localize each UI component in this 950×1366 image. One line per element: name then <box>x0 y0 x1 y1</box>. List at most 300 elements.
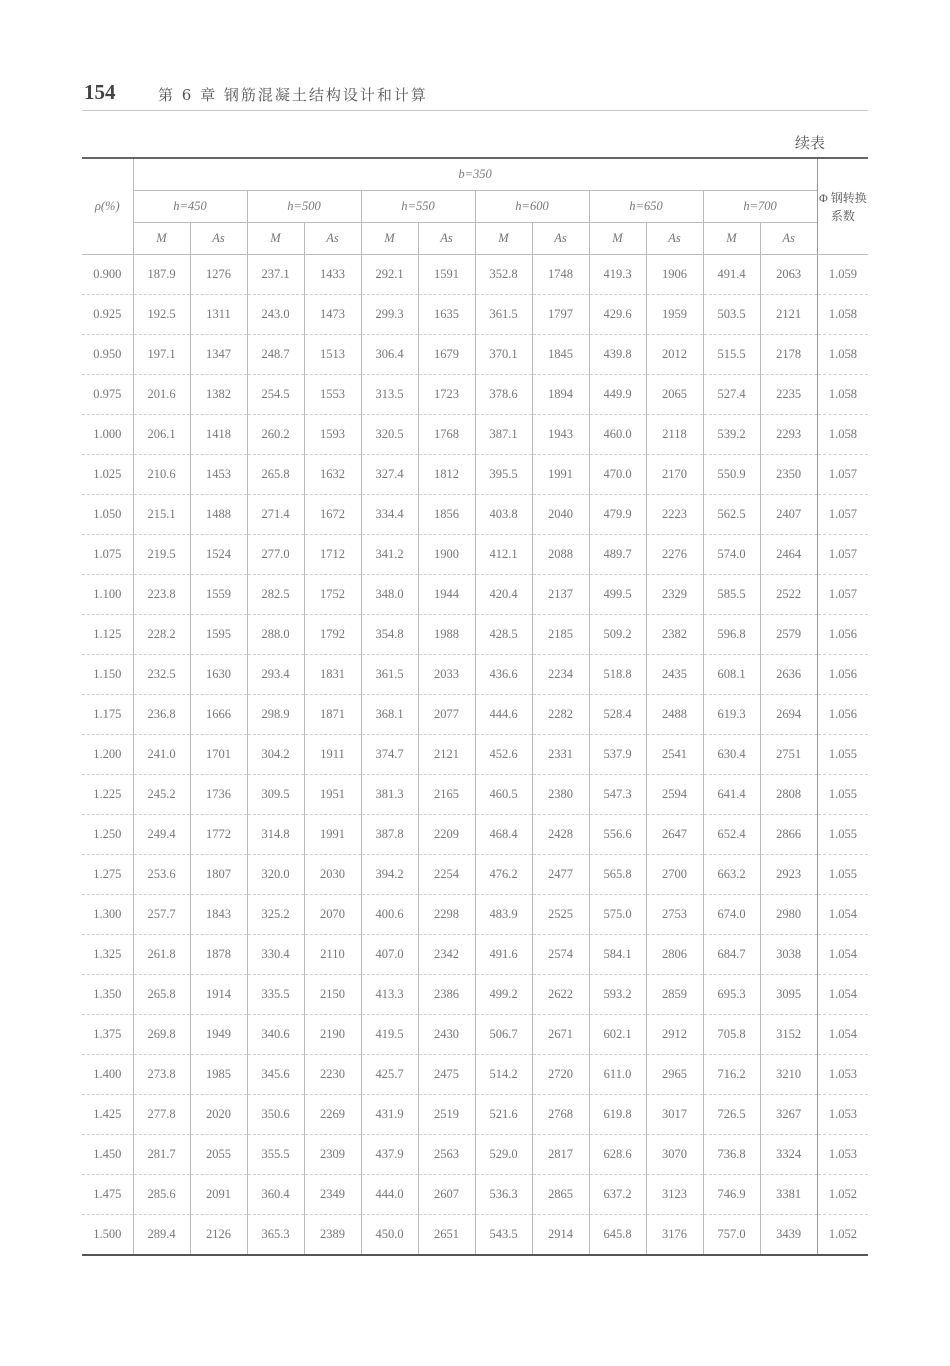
moment-cell: 299.3 <box>361 295 418 335</box>
rho-cell: 1.100 <box>82 575 133 615</box>
conversion-cell: 1.054 <box>817 1015 868 1055</box>
table-row <box>82 495 868 535</box>
steel-area-cell: 1894 <box>532 375 589 415</box>
steel-area-cell: 2671 <box>532 1015 589 1055</box>
moment-cell: 254.5 <box>247 375 304 415</box>
moment-cell: 370.1 <box>475 335 532 375</box>
steel-area-cell: 1772 <box>190 815 247 855</box>
subheader-row <box>82 223 868 255</box>
steel-area-cell: 1553 <box>304 375 361 415</box>
moment-cell: 219.5 <box>133 535 190 575</box>
moment-cell: 320.5 <box>361 415 418 455</box>
moment-cell: 249.4 <box>133 815 190 855</box>
conversion-cell: 1.053 <box>817 1055 868 1095</box>
conversion-cell: 1.052 <box>817 1215 868 1256</box>
height-group-header: h=600 <box>475 191 589 223</box>
moment-cell: 585.5 <box>703 575 760 615</box>
steel-area-cell: 1831 <box>304 655 361 695</box>
moment-cell: 460.5 <box>475 775 532 815</box>
rho-cell: 1.475 <box>82 1175 133 1215</box>
steel-area-cell: 2342 <box>418 935 475 975</box>
moment-cell: 368.1 <box>361 695 418 735</box>
conversion-cell: 1.055 <box>817 855 868 895</box>
moment-cell: 705.8 <box>703 1015 760 1055</box>
steel-area-cell: 1807 <box>190 855 247 895</box>
steel-area-cell: 2309 <box>304 1135 361 1175</box>
moment-subheader: M <box>133 223 190 255</box>
steel-area-cell: 2607 <box>418 1175 475 1215</box>
steel-area-cell: 2170 <box>646 455 703 495</box>
steel-area-cell: 2380 <box>532 775 589 815</box>
moment-cell: 192.5 <box>133 295 190 335</box>
moment-cell: 593.2 <box>589 975 646 1015</box>
steel-area-cell: 1311 <box>190 295 247 335</box>
table-header <box>82 158 868 255</box>
moment-cell: 641.4 <box>703 775 760 815</box>
moment-cell: 726.5 <box>703 1095 760 1135</box>
moment-cell: 645.8 <box>589 1215 646 1256</box>
moment-cell: 611.0 <box>589 1055 646 1095</box>
moment-cell: 736.8 <box>703 1135 760 1175</box>
moment-cell: 565.8 <box>589 855 646 895</box>
steel-area-cell: 2030 <box>304 855 361 895</box>
table-row <box>82 535 868 575</box>
moment-cell: 521.6 <box>475 1095 532 1135</box>
table-row <box>82 655 868 695</box>
steel-area-subheader: As <box>646 223 703 255</box>
steel-area-cell: 2541 <box>646 735 703 775</box>
rho-cell: 1.125 <box>82 615 133 655</box>
rho-cell: 1.025 <box>82 455 133 495</box>
moment-cell: 236.8 <box>133 695 190 735</box>
moment-cell: 282.5 <box>247 575 304 615</box>
steel-area-cell: 1630 <box>190 655 247 695</box>
moment-cell: 325.2 <box>247 895 304 935</box>
steel-area-cell: 2525 <box>532 895 589 935</box>
moment-cell: 412.1 <box>475 535 532 575</box>
steel-area-cell: 1768 <box>418 415 475 455</box>
moment-cell: 543.5 <box>475 1215 532 1256</box>
steel-area-cell: 3038 <box>760 935 817 975</box>
steel-area-cell: 1871 <box>304 695 361 735</box>
steel-area-cell: 2912 <box>646 1015 703 1055</box>
steel-area-cell: 1679 <box>418 335 475 375</box>
moment-subheader: M <box>247 223 304 255</box>
moment-cell: 562.5 <box>703 495 760 535</box>
steel-area-cell: 2065 <box>646 375 703 415</box>
steel-area-cell: 2118 <box>646 415 703 455</box>
table-row <box>82 255 868 295</box>
moment-cell: 596.8 <box>703 615 760 655</box>
steel-area-cell: 3176 <box>646 1215 703 1256</box>
moment-cell: 381.3 <box>361 775 418 815</box>
table-row <box>82 975 868 1015</box>
moment-cell: 292.1 <box>361 255 418 295</box>
moment-subheader: M <box>703 223 760 255</box>
steel-area-cell: 2209 <box>418 815 475 855</box>
steel-area-cell: 1672 <box>304 495 361 535</box>
moment-cell: 628.6 <box>589 1135 646 1175</box>
steel-area-cell: 1513 <box>304 335 361 375</box>
rho-cell: 1.400 <box>82 1055 133 1095</box>
rho-cell: 0.975 <box>82 375 133 415</box>
moment-cell: 232.5 <box>133 655 190 695</box>
rho-header: ρ(%) <box>82 158 133 255</box>
height-group-header: h=450 <box>133 191 247 223</box>
steel-area-cell: 2563 <box>418 1135 475 1175</box>
steel-area-cell: 2137 <box>532 575 589 615</box>
steel-area-cell: 2647 <box>646 815 703 855</box>
table-row <box>82 935 868 975</box>
steel-area-cell: 2349 <box>304 1175 361 1215</box>
moment-cell: 340.6 <box>247 1015 304 1055</box>
steel-area-cell: 1712 <box>304 535 361 575</box>
moment-cell: 281.7 <box>133 1135 190 1175</box>
moment-cell: 257.7 <box>133 895 190 935</box>
moment-cell: 536.3 <box>475 1175 532 1215</box>
table-row <box>82 1135 868 1175</box>
moment-cell: 684.7 <box>703 935 760 975</box>
table-row <box>82 1175 868 1215</box>
steel-area-subheader: As <box>532 223 589 255</box>
moment-cell: 394.2 <box>361 855 418 895</box>
steel-area-cell: 1951 <box>304 775 361 815</box>
moment-cell: 334.4 <box>361 495 418 535</box>
moment-cell: 479.9 <box>589 495 646 535</box>
steel-area-cell: 2150 <box>304 975 361 1015</box>
rho-cell: 0.925 <box>82 295 133 335</box>
moment-cell: 556.6 <box>589 815 646 855</box>
steel-area-cell: 3095 <box>760 975 817 1015</box>
steel-area-cell: 2234 <box>532 655 589 695</box>
table-row <box>82 335 868 375</box>
table-row <box>82 815 868 855</box>
steel-area-cell: 1593 <box>304 415 361 455</box>
steel-area-cell: 3152 <box>760 1015 817 1055</box>
moment-cell: 314.8 <box>247 815 304 855</box>
moment-cell: 277.8 <box>133 1095 190 1135</box>
steel-area-cell: 2751 <box>760 735 817 775</box>
moment-cell: 341.2 <box>361 535 418 575</box>
rho-cell: 1.300 <box>82 895 133 935</box>
moment-cell: 757.0 <box>703 1215 760 1256</box>
moment-cell: 345.6 <box>247 1055 304 1095</box>
moment-cell: 574.0 <box>703 535 760 575</box>
table-row <box>82 455 868 495</box>
moment-cell: 584.1 <box>589 935 646 975</box>
steel-area-cell: 2165 <box>418 775 475 815</box>
steel-area-cell: 1906 <box>646 255 703 295</box>
moment-cell: 547.3 <box>589 775 646 815</box>
steel-area-cell: 1488 <box>190 495 247 535</box>
conversion-cell: 1.057 <box>817 455 868 495</box>
moment-cell: 429.6 <box>589 295 646 335</box>
steel-area-cell: 2269 <box>304 1095 361 1135</box>
rho-cell: 1.075 <box>82 535 133 575</box>
steel-area-cell: 1985 <box>190 1055 247 1095</box>
steel-area-cell: 2185 <box>532 615 589 655</box>
table-row <box>82 1095 868 1135</box>
conversion-header: Φ 钢转换系数 <box>817 158 868 255</box>
moment-cell: 210.6 <box>133 455 190 495</box>
steel-area-cell: 2477 <box>532 855 589 895</box>
steel-area-cell: 2636 <box>760 655 817 695</box>
rho-cell: 1.350 <box>82 975 133 1015</box>
steel-area-cell: 2350 <box>760 455 817 495</box>
conversion-cell: 1.054 <box>817 935 868 975</box>
moment-cell: 419.3 <box>589 255 646 295</box>
steel-area-cell: 1276 <box>190 255 247 295</box>
moment-cell: 527.4 <box>703 375 760 415</box>
table-row <box>82 1215 868 1256</box>
steel-area-cell: 2329 <box>646 575 703 615</box>
moment-cell: 269.8 <box>133 1015 190 1055</box>
page-number: 154 <box>84 80 116 104</box>
steel-area-cell: 2282 <box>532 695 589 735</box>
steel-area-cell: 2407 <box>760 495 817 535</box>
moment-cell: 271.4 <box>247 495 304 535</box>
page-header <box>82 80 868 111</box>
steel-area-cell: 1843 <box>190 895 247 935</box>
conversion-cell: 1.056 <box>817 695 868 735</box>
steel-area-cell: 1988 <box>418 615 475 655</box>
steel-area-cell: 2594 <box>646 775 703 815</box>
table-row <box>82 615 868 655</box>
table-row <box>82 695 868 735</box>
rho-cell: 1.425 <box>82 1095 133 1135</box>
table-body <box>82 255 868 1256</box>
moment-cell: 550.9 <box>703 455 760 495</box>
moment-cell: 335.5 <box>247 975 304 1015</box>
table-row <box>82 1015 868 1055</box>
steel-area-cell: 3017 <box>646 1095 703 1135</box>
width-header: b=350 <box>133 158 817 191</box>
moment-cell: 436.6 <box>475 655 532 695</box>
conversion-cell: 1.055 <box>817 775 868 815</box>
steel-area-cell: 2808 <box>760 775 817 815</box>
moment-cell: 439.8 <box>589 335 646 375</box>
steel-area-cell: 2430 <box>418 1015 475 1055</box>
moment-cell: 261.8 <box>133 935 190 975</box>
moment-subheader: M <box>475 223 532 255</box>
conversion-cell: 1.053 <box>817 1095 868 1135</box>
conversion-cell: 1.052 <box>817 1175 868 1215</box>
moment-cell: 509.2 <box>589 615 646 655</box>
moment-cell: 387.1 <box>475 415 532 455</box>
moment-cell: 407.0 <box>361 935 418 975</box>
steel-area-cell: 2088 <box>532 535 589 575</box>
moment-cell: 499.5 <box>589 575 646 615</box>
conversion-cell: 1.059 <box>817 255 868 295</box>
moment-cell: 506.7 <box>475 1015 532 1055</box>
conversion-cell: 1.055 <box>817 815 868 855</box>
steel-area-cell: 2720 <box>532 1055 589 1095</box>
table-row <box>82 1055 868 1095</box>
steel-area-cell: 2488 <box>646 695 703 735</box>
moment-cell: 476.2 <box>475 855 532 895</box>
rho-cell: 1.275 <box>82 855 133 895</box>
steel-area-cell: 3267 <box>760 1095 817 1135</box>
moment-cell: 529.0 <box>475 1135 532 1175</box>
table-row <box>82 895 868 935</box>
height-group-header: h=700 <box>703 191 817 223</box>
steel-area-cell: 1418 <box>190 415 247 455</box>
steel-area-cell: 2382 <box>646 615 703 655</box>
steel-area-cell: 1453 <box>190 455 247 495</box>
moment-cell: 460.0 <box>589 415 646 455</box>
steel-area-cell: 1856 <box>418 495 475 535</box>
moment-cell: 201.6 <box>133 375 190 415</box>
moment-cell: 265.8 <box>247 455 304 495</box>
rho-cell: 1.450 <box>82 1135 133 1175</box>
moment-cell: 444.6 <box>475 695 532 735</box>
steel-area-cell: 1347 <box>190 335 247 375</box>
height-group-row <box>82 191 868 223</box>
moment-cell: 539.2 <box>703 415 760 455</box>
moment-cell: 503.5 <box>703 295 760 335</box>
steel-area-cell: 1632 <box>304 455 361 495</box>
steel-area-cell: 1473 <box>304 295 361 335</box>
rho-cell: 1.175 <box>82 695 133 735</box>
steel-area-cell: 1666 <box>190 695 247 735</box>
moment-cell: 228.2 <box>133 615 190 655</box>
moment-cell: 355.5 <box>247 1135 304 1175</box>
steel-area-cell: 2700 <box>646 855 703 895</box>
steel-area-cell: 2859 <box>646 975 703 1015</box>
conversion-cell: 1.058 <box>817 375 868 415</box>
moment-cell: 309.5 <box>247 775 304 815</box>
rho-cell: 1.250 <box>82 815 133 855</box>
moment-cell: 354.8 <box>361 615 418 655</box>
steel-area-cell: 2331 <box>532 735 589 775</box>
moment-cell: 352.8 <box>475 255 532 295</box>
moment-cell: 491.6 <box>475 935 532 975</box>
height-group-header: h=650 <box>589 191 703 223</box>
moment-cell: 378.6 <box>475 375 532 415</box>
moment-cell: 245.2 <box>133 775 190 815</box>
table-row <box>82 415 868 455</box>
table-row <box>82 295 868 335</box>
table-row <box>82 375 868 415</box>
moment-cell: 361.5 <box>475 295 532 335</box>
moment-cell: 468.4 <box>475 815 532 855</box>
moment-cell: 374.7 <box>361 735 418 775</box>
moment-subheader: M <box>589 223 646 255</box>
steel-area-cell: 2033 <box>418 655 475 695</box>
moment-cell: 637.2 <box>589 1175 646 1215</box>
moment-cell: 298.9 <box>247 695 304 735</box>
rho-cell: 1.150 <box>82 655 133 695</box>
moment-cell: 361.5 <box>361 655 418 695</box>
steel-area-cell: 2276 <box>646 535 703 575</box>
moment-cell: 403.8 <box>475 495 532 535</box>
steel-area-cell: 2091 <box>190 1175 247 1215</box>
conversion-cell: 1.054 <box>817 975 868 1015</box>
steel-area-cell: 2223 <box>646 495 703 535</box>
steel-area-cell: 2817 <box>532 1135 589 1175</box>
steel-area-cell: 2055 <box>190 1135 247 1175</box>
steel-area-cell: 2235 <box>760 375 817 415</box>
moment-cell: 470.0 <box>589 455 646 495</box>
moment-cell: 237.1 <box>247 255 304 295</box>
steel-area-cell: 2063 <box>760 255 817 295</box>
moment-cell: 260.2 <box>247 415 304 455</box>
steel-area-cell: 2435 <box>646 655 703 695</box>
steel-area-cell: 2574 <box>532 935 589 975</box>
steel-area-cell: 1914 <box>190 975 247 1015</box>
moment-cell: 674.0 <box>703 895 760 935</box>
steel-area-subheader: As <box>304 223 361 255</box>
steel-area-cell: 2077 <box>418 695 475 735</box>
steel-area-cell: 2428 <box>532 815 589 855</box>
moment-cell: 304.2 <box>247 735 304 775</box>
moment-cell: 425.7 <box>361 1055 418 1095</box>
moment-cell: 187.9 <box>133 255 190 295</box>
moment-cell: 413.3 <box>361 975 418 1015</box>
steel-area-cell: 1559 <box>190 575 247 615</box>
height-group-header: h=500 <box>247 191 361 223</box>
moment-cell: 537.9 <box>589 735 646 775</box>
table-row <box>82 735 868 775</box>
moment-cell: 320.0 <box>247 855 304 895</box>
table-row <box>82 855 868 895</box>
moment-cell: 746.9 <box>703 1175 760 1215</box>
steel-area-cell: 2070 <box>304 895 361 935</box>
moment-cell: 365.3 <box>247 1215 304 1256</box>
steel-area-cell: 2579 <box>760 615 817 655</box>
moment-cell: 575.0 <box>589 895 646 935</box>
steel-area-cell: 2866 <box>760 815 817 855</box>
rho-cell: 0.900 <box>82 255 133 295</box>
moment-cell: 716.2 <box>703 1055 760 1095</box>
moment-cell: 253.6 <box>133 855 190 895</box>
steel-area-cell: 3123 <box>646 1175 703 1215</box>
steel-area-cell: 1991 <box>532 455 589 495</box>
moment-cell: 223.8 <box>133 575 190 615</box>
moment-cell: 350.6 <box>247 1095 304 1135</box>
moment-cell: 608.1 <box>703 655 760 695</box>
moment-cell: 285.6 <box>133 1175 190 1215</box>
steel-area-cell: 1723 <box>418 375 475 415</box>
steel-area-cell: 1797 <box>532 295 589 335</box>
steel-area-cell: 1792 <box>304 615 361 655</box>
steel-area-cell: 2020 <box>190 1095 247 1135</box>
moment-cell: 449.9 <box>589 375 646 415</box>
moment-cell: 273.8 <box>133 1055 190 1095</box>
moment-cell: 619.8 <box>589 1095 646 1135</box>
continued-label: 续表 <box>795 134 826 152</box>
steel-area-cell: 1635 <box>418 295 475 335</box>
steel-area-cell: 2980 <box>760 895 817 935</box>
moment-cell: 450.0 <box>361 1215 418 1256</box>
conversion-cell: 1.057 <box>817 575 868 615</box>
steel-area-cell: 3324 <box>760 1135 817 1175</box>
moment-cell: 452.6 <box>475 735 532 775</box>
moment-cell: 206.1 <box>133 415 190 455</box>
steel-area-cell: 1524 <box>190 535 247 575</box>
steel-area-cell: 1911 <box>304 735 361 775</box>
chapter-title: 第 6 章 钢筋混凝土结构设计和计算 <box>158 86 428 104</box>
steel-area-cell: 2386 <box>418 975 475 1015</box>
rho-cell: 1.000 <box>82 415 133 455</box>
moment-cell: 652.4 <box>703 815 760 855</box>
moment-cell: 695.3 <box>703 975 760 1015</box>
steel-area-cell: 1900 <box>418 535 475 575</box>
steel-area-cell: 3381 <box>760 1175 817 1215</box>
height-group-header: h=550 <box>361 191 475 223</box>
steel-area-cell: 1736 <box>190 775 247 815</box>
steel-area-cell: 1812 <box>418 455 475 495</box>
